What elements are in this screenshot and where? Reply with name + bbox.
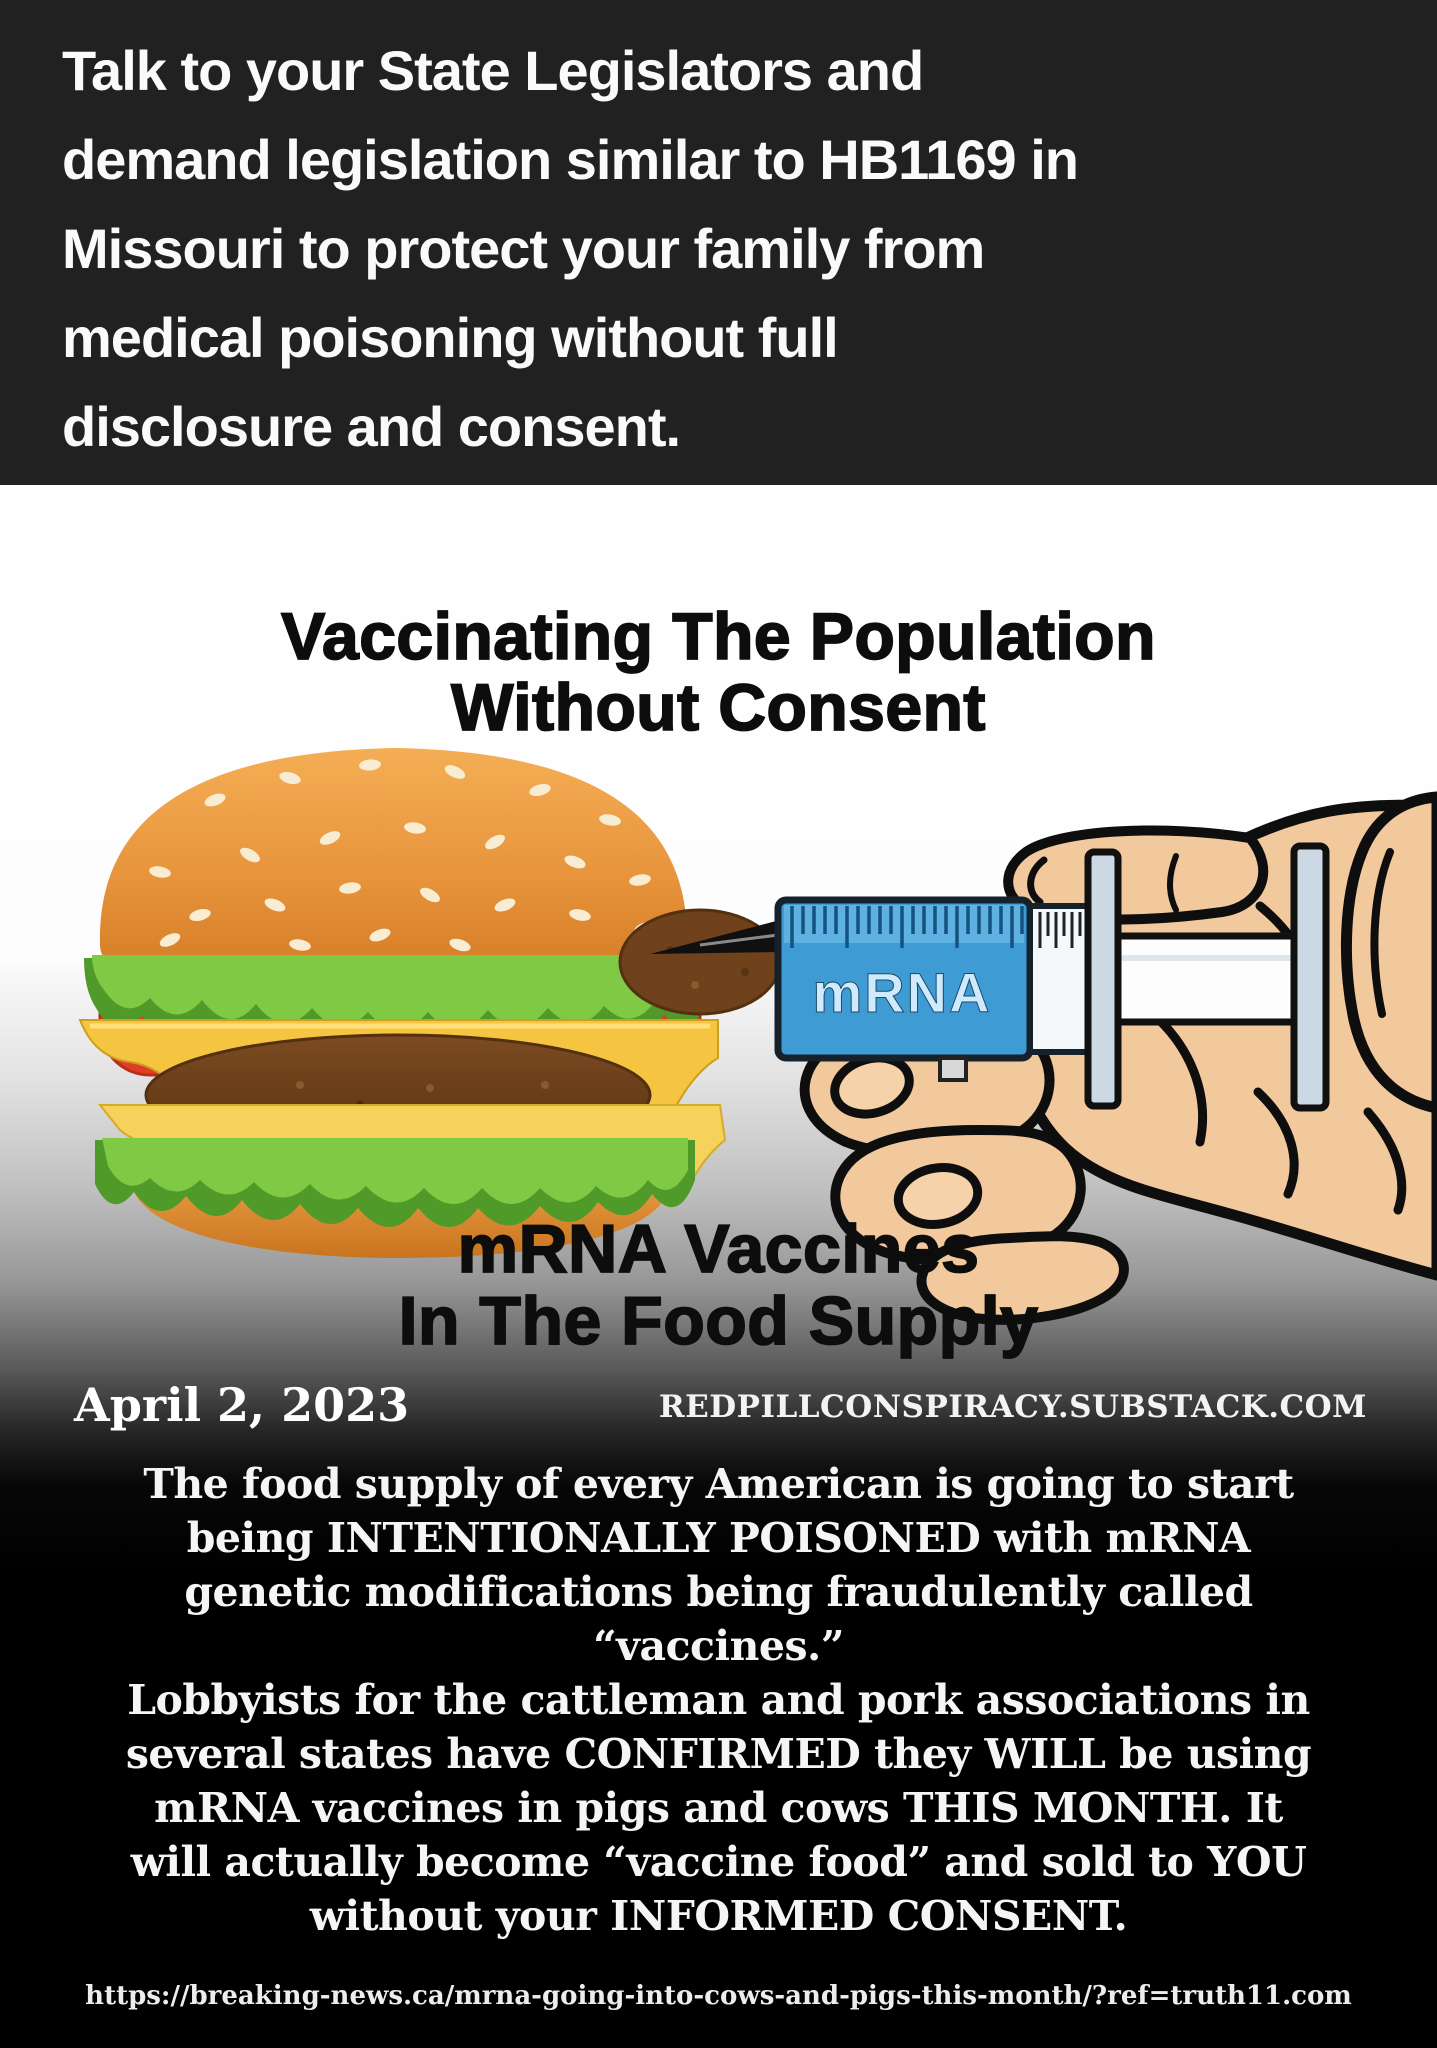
syringe-barrel-flange	[1088, 852, 1118, 1106]
burger-illustration	[80, 748, 780, 1258]
article-url: https://breaking-news.ca/mrna-going-into-cows-and-pigs-this-month/?ref=truth11.com	[85, 1981, 1352, 2011]
meme-title	[0, 601, 1437, 743]
article-line: mRNA vaccines in pigs and cows THIS MONTH. It	[154, 1784, 1283, 1832]
top-banner	[0, 0, 1437, 485]
banner-line-5: disclosure and consent.	[62, 395, 681, 458]
meme-caption-line2: In The Food Supply	[398, 1283, 1039, 1359]
article-line: Lobbyists for the cattleman and pork associations in	[127, 1676, 1310, 1724]
meme-title-line1: Vaccinating The Population	[281, 599, 1156, 673]
article-line: The food supply of every American is going to start	[143, 1460, 1294, 1508]
syringe-tab	[940, 1058, 966, 1080]
syringe-tick-strip	[784, 905, 1024, 943]
article-line: “vaccines.”	[593, 1622, 844, 1670]
article-line: being INTENTIONALLY POISONED with mRNA	[186, 1514, 1251, 1562]
burger-patty-bulge	[620, 910, 780, 1014]
banner-line-2: demand legislation similar to HB1169 in	[62, 128, 1078, 191]
post-date: April 2, 2023	[74, 1378, 410, 1432]
article-line: will actually become “vaccine food” and sold to YOU	[130, 1838, 1307, 1886]
syringe-plunger-rod	[1092, 936, 1304, 1022]
source-domain: REDPILLCONSPIRACY.SUBSTACK.COM	[658, 1389, 1367, 1425]
banner-line-1: Talk to your State Legislators and	[62, 39, 924, 102]
syringe-label: mRNA	[812, 961, 992, 1024]
article-line: several states have CONFIRMED they WILL be using	[125, 1730, 1312, 1778]
article-line: genetic modifications being fraudulently called	[184, 1568, 1253, 1616]
article-body	[0, 1457, 1437, 1943]
meme-caption	[0, 1213, 1437, 1357]
meme-caption-line1: mRNA Vaccines	[457, 1211, 980, 1287]
banner-line-4: medical poisoning without full	[62, 306, 838, 369]
meme-title-line2: Without Consent	[451, 670, 986, 744]
article-line: without your INFORMED CONSENT.	[309, 1892, 1128, 1940]
burger-top-bun	[100, 748, 687, 975]
meme-image	[0, 485, 1437, 2048]
syringe-thumb-rest	[1294, 846, 1326, 1108]
banner-line-3: Missouri to protect your family from	[62, 217, 985, 280]
